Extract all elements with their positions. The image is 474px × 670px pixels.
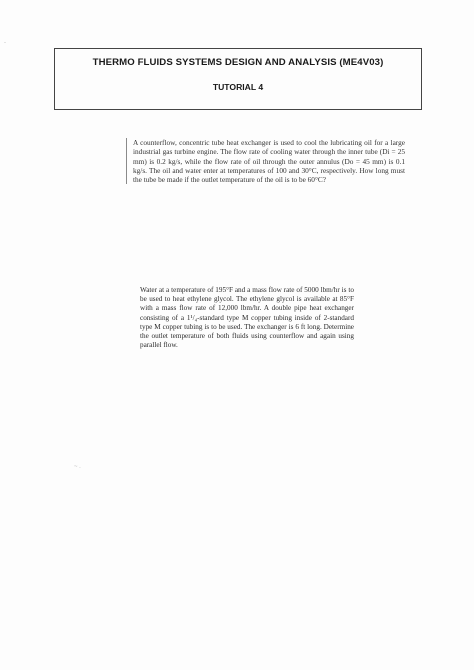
title-box <box>54 48 422 110</box>
scan-mark: - <box>4 40 6 46</box>
course-title: THERMO FLUIDS SYSTEMS DESIGN AND ANALYSIS (ME4V03) <box>92 57 384 68</box>
problem-1-text: A counterflow, concentric tube heat exchanger is used to cool the lubricating oil for a large industrial gas turbine engine. The flow rate of cooling water through the inner tube (Di = 25 mm) is 0.2 kg/s, while the flow rate of oil through the outer annulus (Do = 45 mm) is 0.1 kg/s. The oil and water enter at temperatures of 100 and 30°C, respectively. How long must the tube be made if the outlet temperature of the oil is to be 60°C? <box>126 138 405 184</box>
problem-2-text: Water at a temperature of 195°F and a mass flow rate of 5000 lbm/hr is to be used to heat ethylene glycol. The ethylene glycol is available at 85°F with a mass flow rate of 12,000 lbm/hr. A double pipe heat exchanger consisting of a 1¹/₄-standard type M copper tubing inside of 2-standard type M copper tubing is to be used. The exchanger is 6 ft long. Determine the outlet temperature of both fluids using counterflow and again using parallel flow. <box>140 286 354 350</box>
scan-mark: ~ . <box>74 464 81 470</box>
tutorial-title: TUTORIAL 4 <box>212 82 264 92</box>
